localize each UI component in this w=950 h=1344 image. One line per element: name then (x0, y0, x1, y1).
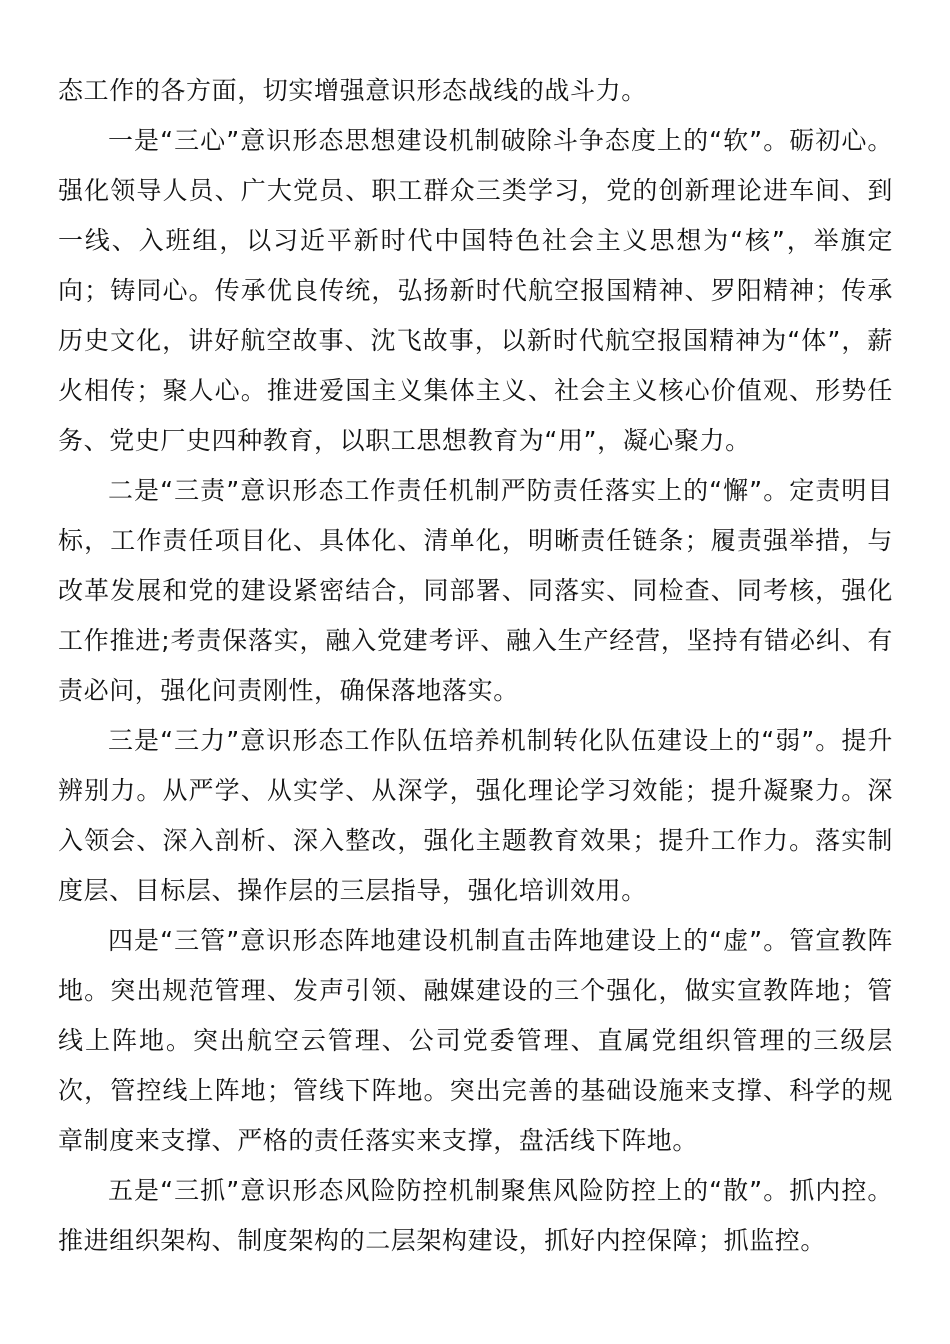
paragraph-three-responsibilities: 二是“三责”意识形态工作责任机制严防责任落实上的“懈”。定责明目标，工作责任项目化、具体化、清单化，明晰责任链条；履责强举措，与改革发展和党的建设紧密结合，同部署、同落实、同检查、同考核，强化工作推进;考责保落实，融入党建考评、融入生产经营，坚持有错必纠、有责必问，强化问责刚性，确保落地落实。 (58, 476, 893, 705)
paragraph-three-abilities: 三是“三力”意识形态工作队伍培养机制转化队伍建设上的“弱”。提升辨别力。从严学、从实学、从深学，强化理论学习效能；提升凝聚力。深入领会、深入剖析、深入整改，强化主题教育效果；提升工作力。落实制度层、目标层、操作层的三层指导，强化培训效用。 (58, 726, 893, 905)
paragraph-three-managements: 四是“三管”意识形态阵地建设机制直击阵地建设上的“虚”。管宣教阵地。突出规范管理、发声引领、融媒建设的三个强化，做实宣教阵地；管线上阵地。突出航空云管理、公司党委管理、直属党组织管理的三级层次，管控线上阵地；管线下阵地。突出完善的基础设施来支撑、科学的规章制度来支撑、严格的责任落实来支撑，盘活线下阵地。 (58, 926, 893, 1155)
paragraph-continuation: 态工作的各方面，切实增强意识形态战线的战斗力。 (58, 76, 647, 105)
body-text (58, 66, 893, 1266)
paragraph-three-controls: 五是“三抓”意识形态风险防控机制聚焦风险防控上的“散”。抓内控。推进组织架构、制度架构的二层架构建设，抓好内控保障；抓监控。 (58, 1176, 893, 1255)
paragraph-three-hearts: 一是“三心”意识形态思想建设机制破除斗争态度上的“软”。砺初心。强化领导人员、广大党员、职工群众三类学习，党的创新理论进车间、到一线、入班组，以习近平新时代中国特色社会主义思想为“核”，举旗定向；铸同心。传承优良传统，弘扬新时代航空报国精神、罗阳精神；传承历史文化，讲好航空故事、沈飞故事，以新时代航空报国精神为“体”，薪火相传；聚人心。推进爱国主义集体主义、社会主义核心价值观、形势任务、党史厂史四种教育，以职工思想教育为“用”，凝心聚力。 (58, 126, 893, 455)
